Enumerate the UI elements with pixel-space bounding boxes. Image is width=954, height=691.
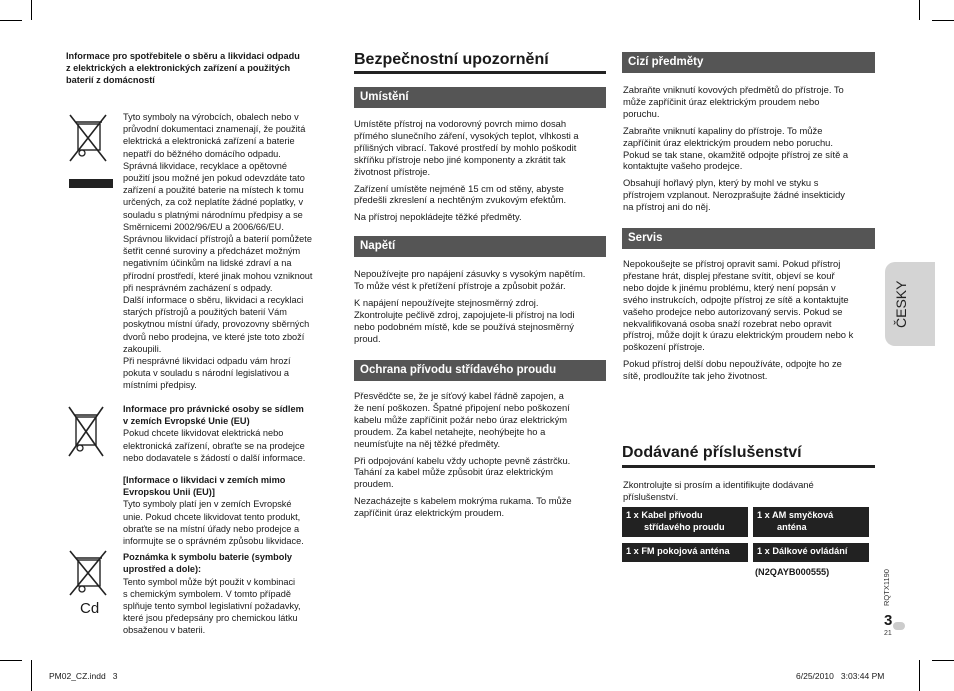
section-placement: Umístění [354,87,606,108]
accessories-rule [622,465,875,468]
section-service: Servis [622,228,875,249]
safety-title: Bezpečnostní upozornění [354,51,549,68]
accessory-item: 1 x Dálkové ovládání [753,543,869,562]
accessory-item: 1 x AM smyčková anténa [753,507,869,537]
black-bar [69,179,113,188]
disposal-info-text: Tyto symboly na výrobcích, obalech nebo v průvodní dokumentaci znamenají, že použitá elektrická a elektronická zařízení a baterie nepatří do běžného domácího odpadu. Správná likvidace, recyklace a opětovné použití jsou možné jen pokud odevzdáte tato zařízení a použité baterie na místech k tomu určených, za což neplatíte žádné poplatky, v souladu s platnými národnímu předpisy a se Směrnicemi 2002/96/EU a 2006/66/EU. Správnou likvidací přístrojů a baterií pomůžete šetřit cenné suroviny a předcházet možným negativním účinkům na lidské zdraví a na přírodní prostředí, které jinak mohou vzniknout při nesprávném zacházení s odpady. Další informace o sběru, likvidaci a recyklaci starých přístrojů a použitých baterií Vám poskytnou místní úřady, provozovny sběrných dvorů nebo prodejna, ve které jste toto zboží zakoupili. Při nesprávné likvidaci odpadu vám hrozí pokuta v souladu s národní legislativou a místními předpisy. [123,112,313,391]
cord-protection-text: Přesvědčte se, že je síťový kabel řádně zapojen, a že není poškozen. Špatné připojení nebo poškození kabelu může zapříčinit požár nebo úraz elektrickým proudem. Za kabel netahejte, neohýbejte ho a neumísťujte na něj těžké předměty. Při odpojování kabelu vždy uchopte pevně zástrčku. Tahání za kabel může způsobit úraz elektrickým proudem. Nezacházejte s kabelem mokrýma rukama. To může zapříčinit úraz elektrickým proudem. [354,390,572,519]
voltage-text: Nepoužívejte pro napájení zásuvky s vysokým napětím. To může vést k přetížení přístroje a způsobit požár. K napájení nepoužívejte stejnosměrný zdroj. Zkontrolujte pečlivě zdroj, zapojujete-li přístroj na lodi nebo podobném místě, kde se používá stejnosměrný proud. [354,268,586,344]
placement-text: Umístěte přístroj na vodorovný povrch mimo dosah přímého slunečního záření, vysokých teplot, vlhkosti a přílišných vibrací. Takové prostředí by mohlo poškodit skříňku přístroje nebo jiné komponenty a zkrátit tak životnost přístroje. Zařízení umístěte nejméně 15 cm od stěny, abyste předešli zkreslení a nechtěným zvukovým efektům. Na přístroj nepokládejte těžké předměty. [354,118,579,223]
service-text: Nepokoušejte se přístroj opravit sami. Pokud přístroj přestane hrát, displej přestane svítit, objeví se kouř nebo dojde k jinému problému, který není popsán v svého instrukcích, odpojte přístroj ze sítě a kontaktujte vašeho prodejce nebo autorizovaný servis. Pokud se nekvalifikovaná osoba snaží rozebrat nebo opravit přístroj, může dojít k úrazu elektrickým proudem nebo k poškození přístroje. Pokud přístroj delší dobu nepoužíváte, odpojte ho ze sítě, prodloužíte tak jeho životnost. [623,258,854,382]
foreign-objects-text: Zabraňte vniknutí kovových předmětů do přístroje. To může zapříčinit úraz elektrickým proudem nebo poruchu. Zabraňte vniknutí kapaliny do přístroje. To může zapříčinit úraz elektrickým proudem nebo poruchu. Pokud se tak stane, okamžitě odpojte přístroj ze sítě a kontaktujte vašeho prodejce. Obsahují hořlavý plyn, který by mohl ve styku s přístrojem vzplanout. Nerozprašujte žádné insekticidy na přístroj ani do něj. [623,84,849,213]
accessory-item: 1 x FM pokojová anténa [622,543,748,562]
accessories-intro: Zkontrolujte si prosím a identifikujte dodávané příslušenství. [623,479,814,502]
consumer-info-header: Informace pro spotřebitele o sběru a likvidaci odpadu z elektrických a elektronických zařízení a použitých baterií z domácností [66,51,300,86]
legal-entities-info: Informace pro právnické osoby se sídlem v zemích Evropské Unie (EU) Pokud chcete likvidovat elektrická nebo elektronická zařízení, obraťte se na prodejce nebo dodavatele s žádostí o další informace. [Informace o likvidaci v zemích mimo Evropskou Unii (EU)] Tyto symboly platí jen v zemích Evropské unie. Pokud chcete likvidovat tento produkt, obraťte se na místní úřady nebo prodejce a informujte se o správném způsobu likvidace. Poznámka k symbolu baterie (symboly uprostřed a dole): Tento symbol může být použit v kombinaci s chemickým symbolem. V tomto případě splňuje tento symbol legislativní požadavky, které jsou předepsány pro chemickou látku obsaženou v baterii. [123,404,306,636]
language-tab: ČESKY [885,262,935,346]
title-rule [354,71,606,74]
accessory-code: (N2QAYB000555) [755,567,830,577]
crossed-bin-icon [66,404,106,459]
section-foreign-objects: Cizí předměty [622,52,875,73]
crossed-bin-icon [66,112,110,164]
footer-timestamp: 6/25/2010 3:03:44 PM [796,671,885,681]
section-voltage: Napětí [354,236,606,257]
footer-file: PM02_CZ.indd 3 [49,671,118,681]
cd-symbol: Cd [80,600,100,617]
crossed-bin-battery-icon [66,548,110,598]
section-cord-protection: Ochrana přívodu střídavého proudu [354,360,606,381]
document-code: RQTX1190 [882,569,891,606]
page-tab-marker [893,622,905,630]
page-sub-number: 21 [884,630,892,637]
accessory-item: 1 x Kabel přívodu střídavého proudu [622,507,748,537]
accessories-title: Dodávané příslušenství [622,444,802,461]
page-number: 3 [884,612,893,629]
